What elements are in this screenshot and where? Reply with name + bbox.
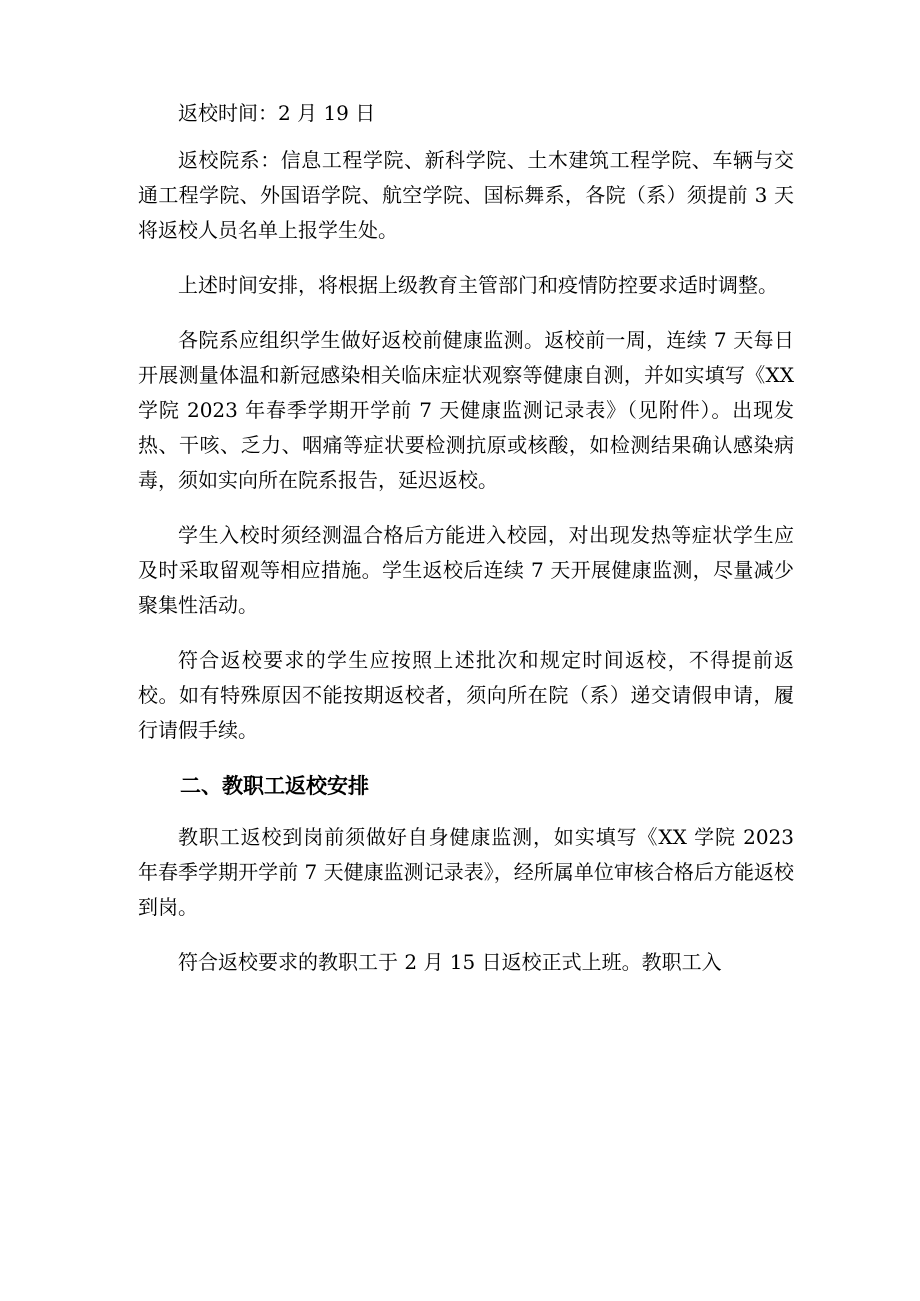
- health-monitoring-paragraph: 各院系应组织学生做好返校前健康监测。返校前一周，连续 7 天每日开展测量体温和新冠感染相关临床症状观察等健康自测，并如实填写《XX 学院 2023 年春季学期开学前 7 天健康监测记录表》（见附件）。出现发热、干咳、乏力、咽痛等症状要检测抗原或核酸，如检测结果确认感染病毒，须如实向所在院系报告，延迟返校。: [138, 328, 794, 492]
- document-page: [138, 96, 794, 1000]
- staff-health-paragraph: 教职工返校到岗前须做好自身健康监测，如实填写《XX 学院 2023 年春季学期开学前 7 天健康监测记录表》，经所属单位审核合格后方能返校到岗。: [138, 825, 794, 919]
- schedule-adjustment-paragraph: 上述时间安排，将根据上级教育主管部门和疫情防控要求适时调整。: [178, 273, 778, 297]
- campus-entry-paragraph: 学生入校时须经测温合格后方能进入校园，对出现发热等症状学生应及时采取留观等相应措施。学生返校后连续 7 天开展健康监测，尽量减少聚集性活动。: [138, 523, 794, 617]
- return-requirement-paragraph: 符合返校要求的学生应按照上述批次和规定时间返校，不得提前返校。如有特殊原因不能按期返校者，须向所在院（系）递交请假申请，履行请假手续。: [138, 648, 794, 742]
- return-date-paragraph: 返校时间：2 月 19 日: [178, 101, 376, 125]
- section-heading-staff-return: 二、教职工返校安排: [180, 774, 369, 798]
- return-departments-paragraph: 返校院系：信息工程学院、新科学院、土木建筑工程学院、车辆与交通工程学院、外国语学院、航空学院、国标舞系，各院（系）须提前 3 天将返校人员名单上报学生处。: [138, 148, 794, 242]
- staff-return-date-paragraph: 符合返校要求的教职工于 2 月 15 日返校正式上班。教职工入: [178, 950, 722, 974]
